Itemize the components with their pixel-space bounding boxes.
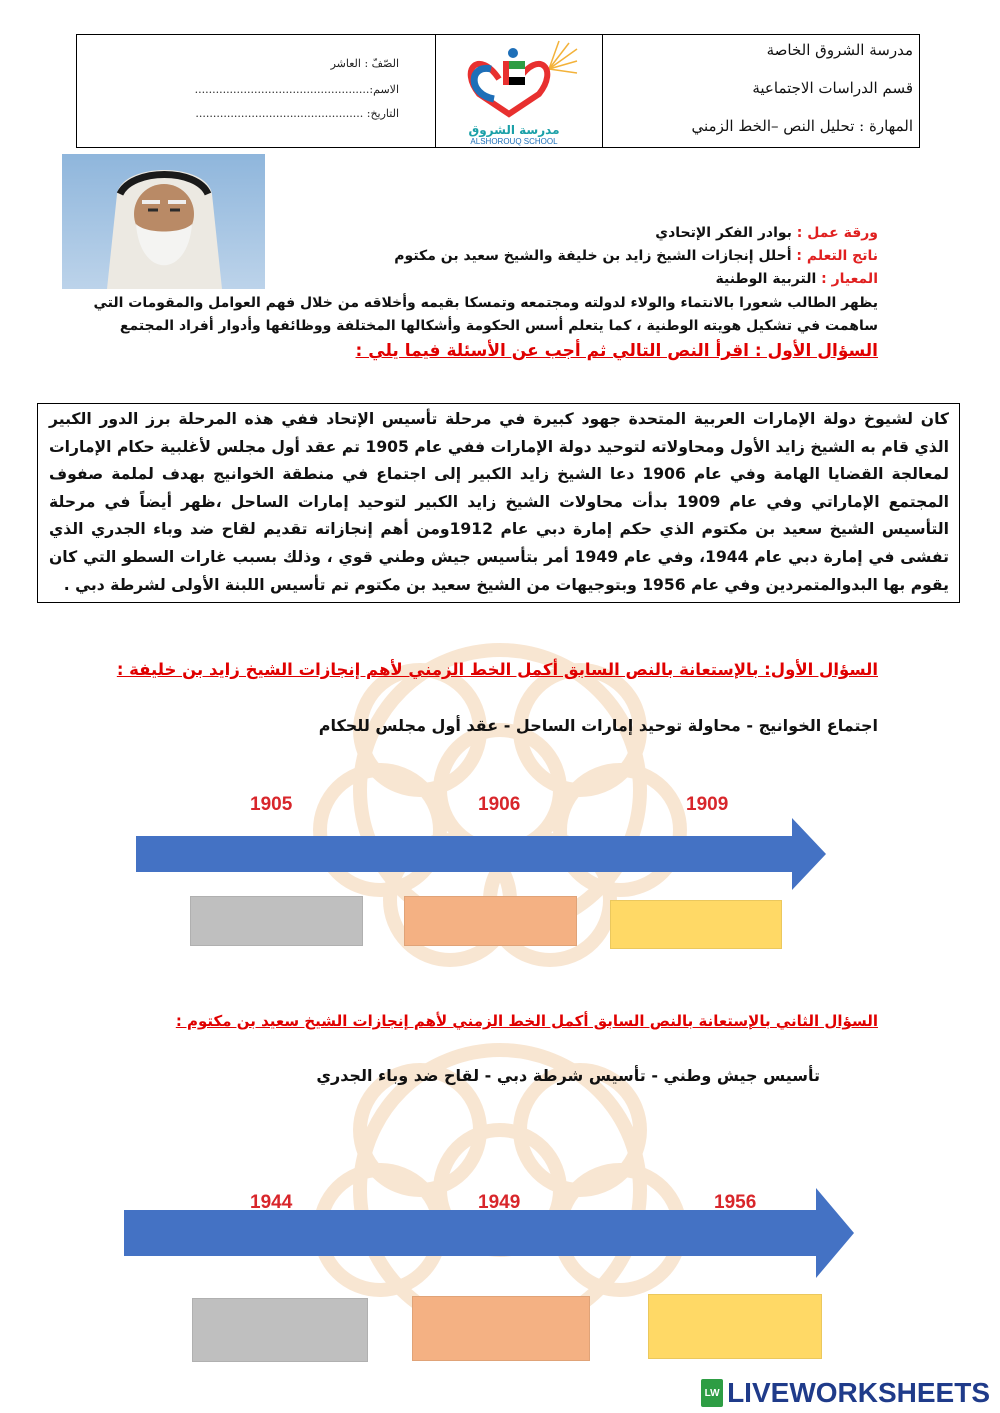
- standard-description-line1: يظهر الطالب شعورا بالانتماء والولاء لدولته ومجتمعه وتمسكا بقيمه وأخلاقه من خلال فهم العوامل والمقومات التي: [93, 295, 878, 311]
- standard: [716, 271, 879, 287]
- logo-text-en: ALSHOROUQ SCHOOL: [470, 137, 558, 146]
- timeline2-answer-box-2[interactable]: [412, 1296, 590, 1361]
- liveworksheets-icon: LW: [701, 1379, 723, 1407]
- name-field[interactable]: الاسم:..................................................: [194, 83, 399, 96]
- timeline2-year-2: 1949: [478, 1192, 521, 1213]
- logo-emblem-icon: [449, 39, 579, 119]
- department: قسم الدراسات الاجتماعية: [752, 79, 913, 97]
- worksheet-title-value: بوادر الفكر الإتحادي: [655, 225, 792, 241]
- timeline1-year-1: 1905: [250, 794, 293, 815]
- learning-outcome: [394, 248, 878, 264]
- timeline1-year-3: 1909: [686, 794, 729, 815]
- standard-value: التربية الوطنية: [715, 271, 817, 287]
- timeline2-year-3: 1956: [714, 1192, 757, 1213]
- passage-box: [37, 403, 960, 603]
- liveworksheets-logo: [701, 1376, 990, 1410]
- learning-outcome-value: أحلل إنجازات الشيخ زايد بن خليفة والشيخ سعيد بن مكتوم: [394, 248, 792, 264]
- question-intro: السؤال الأول : اقرأ النص التالي ثم أجب عن الأسئلة فيما يلي :: [355, 341, 878, 361]
- liveworksheets-wordmark: LIVEWORKSHEETS: [727, 1377, 990, 1408]
- standard-label: المعيار :: [821, 271, 878, 287]
- worksheet-title: [655, 225, 878, 241]
- standard-description-line2: ساهمت في تشكيل هويته الوطنية ، كما يتعلم أسس الحكومة وأشكالها المختلفة ووظائفها وأدوار أفراد المجتمع: [119, 318, 878, 334]
- timeline1-answer-box-1[interactable]: [190, 896, 363, 946]
- timeline2-arrow: [124, 1188, 858, 1278]
- logo-text-ar: مدرسة الشروق: [468, 123, 560, 137]
- timeline1-answer-box-2[interactable]: [404, 896, 577, 946]
- question1-answer-bank: اجتماع الخوانيج - محاولة توحيد إمارات الساحل - عقد أول مجلس للحكام: [318, 716, 878, 735]
- timeline2-answer-box-3[interactable]: [648, 1294, 822, 1359]
- worksheet-title-label: ورقة عمل :: [796, 225, 878, 241]
- question2-title: السؤال الثاني بالإستعانة بالنص السابق أكمل الخط الزمني لأهم إنجازات الشيخ سعيد بن مكتوم :: [175, 1012, 878, 1030]
- question2-answer-bank: تأسيس جيش وطني - تأسيس شرطة دبي - لقاح ضد وباء الجدري: [316, 1066, 820, 1085]
- header-box: [76, 34, 920, 148]
- timeline1-arrow: [136, 818, 830, 890]
- student-info: [77, 35, 436, 147]
- passage-text: كان لشيوخ دولة الإمارات العربية المتحدة جهود كبيرة في مرحلة تأسيس الإتحاد ففي هذه المرحلة برز الدور الكبير الذي قام به الشيخ زايد الأول ومحاولاته لتوحيد دولة الإمارات ففي عام 1905 تم عقد أول مجلس لأغلبية حكام الإمارات لمعالجة القضايا الهامة وفي عام 1906 دعا الشيخ زايد الكبير إلى اجتماع في منطقة الخوانيج بهدف لملمة صفوف المجتمع الإماراتي وفي عام 1909 بدأت محاولات الشيخ زايد الكبير لتوحيد إمارات الساحل ،ظهر أيضاً في مرحلة التأسيس الشيخ سعيد بن مكتوم الذي حكم إمارة دبي عام 1912ومن أهم إنجازاته تقديم لقاح ضد وباء الجدري الذي تفشى في إمارة دبي عام 1944، وفي عام 1949 أمر بتأسيس جيش وطني قوي ، وذلك بسبب غارات السطو التي كان يقوم بها البدوالمتمردين وفي عام 1956 وبتوجيهات من الشيخ سعيد بن مكتوم تم تأسيس اللبنة الأولى لشرطة دبي .: [49, 410, 949, 594]
- timeline2-answer-box-1[interactable]: [192, 1298, 368, 1362]
- skill: المهارة : تحليل النص –الخط الزمني: [691, 117, 913, 135]
- timeline2-year-1: 1944: [250, 1192, 293, 1213]
- school-info: [602, 35, 919, 147]
- sheikh-portrait: [62, 154, 265, 289]
- timeline1-year-2: 1906: [478, 794, 521, 815]
- date-field[interactable]: التاريخ: ................................................: [195, 107, 399, 120]
- timeline1-answer-box-3[interactable]: [610, 900, 782, 949]
- grade-label: الصّفّ : العاشر: [330, 57, 399, 70]
- school-name: مدرسة الشروق الخاصة: [766, 41, 913, 59]
- learning-outcome-label: ناتج التعلم :: [796, 248, 878, 264]
- school-logo: [449, 39, 579, 146]
- question1-title: السؤال الأول: بالإستعانة بالنص السابق أكمل الخط الزمني لأهم إنجازات الشيخ زايد بن خليفة :: [116, 660, 878, 679]
